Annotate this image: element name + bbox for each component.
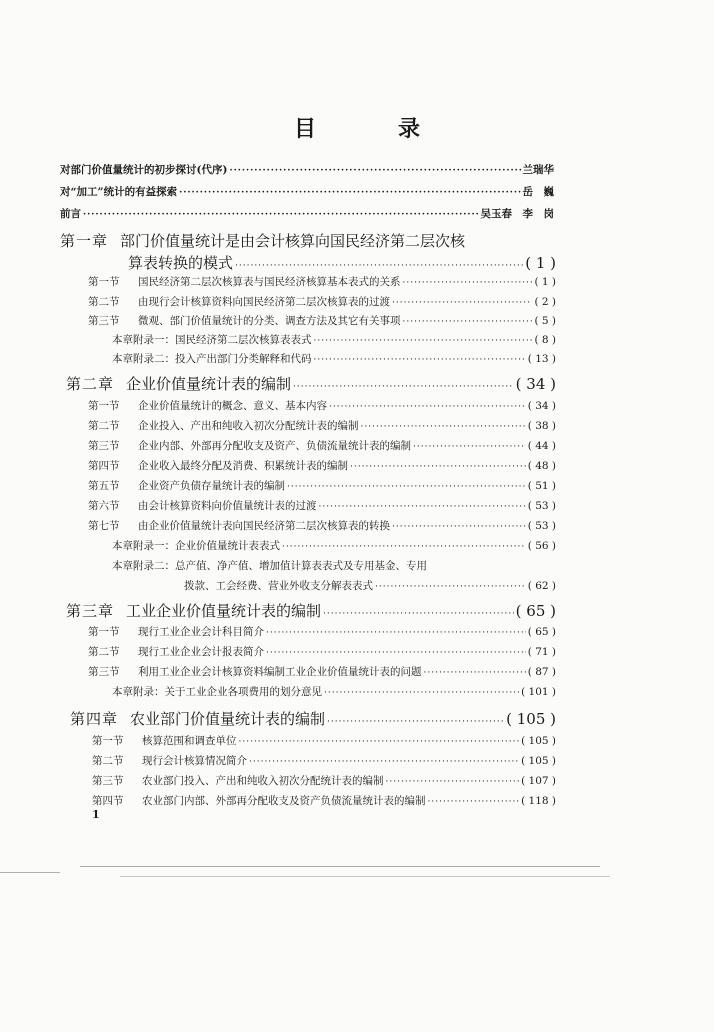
scan-line: [80, 866, 600, 867]
toc-section: 第六节 由会计核算资料向价值量统计表的过渡 ····· ( 53 ): [88, 498, 556, 513]
toc-section: 第一节 企业价值量统计的概念、意义、基本内容 ····· ( 34 ): [88, 398, 556, 413]
toc-section: 第一节 核算范围和调查单位 ····· ( 105 ): [92, 733, 556, 748]
toc-appendix: 本章附录：关于工业企业各项费用的划分意见 ····· ( 101 ): [112, 684, 556, 699]
scan-line: [120, 876, 610, 877]
chapter-heading: [60, 230, 550, 251]
toc-section: 第四节 企业收入最终分配及消费、积累统计表的编制 ····· ( 48 ): [88, 458, 556, 473]
entry-author: 吴玉春 李 岗: [480, 208, 554, 220]
chapter-page: ( 1 ): [525, 254, 556, 272]
toc-section: 第二节 现行会计核算情况简介 ····· ( 105 ): [92, 753, 556, 768]
chapter-number: 第二章: [66, 375, 115, 393]
toc-section: 第五节 企业资产负债存量统计表的编制 ····· ( 51 ): [88, 478, 556, 493]
toc-section: 第四节 农业部门内部、外部再分配收支及资产负债流量统计表的编制 ····· ( 118 ): [92, 793, 556, 808]
front-matter-entry: [60, 162, 554, 177]
front-matter-entry: [60, 184, 554, 199]
entry-text: 对“加工”统计的有益探索: [60, 186, 178, 198]
chapter-title: 工业企业价值量统计表的编制: [126, 602, 322, 620]
entry-author: 兰瑞华: [522, 164, 554, 176]
chapter-number: 第一章: [60, 232, 109, 250]
toc-section: 第二节 由现行会计核算资料向国民经济第二层次核算表的过渡 ····· ( 2 ): [88, 294, 556, 309]
entry-author: 岳 巍: [522, 186, 554, 198]
chapter-heading: [66, 373, 556, 394]
toc-section: 第一节 国民经济第二层次核算表与国民经济核算基本表式的关系 ····· ( 1 ): [88, 274, 556, 289]
chapter-title: 企业价值量统计表的编制: [126, 375, 292, 393]
chapter-page: ( 34 ): [515, 375, 556, 393]
chapter-page: ( 65 ): [515, 602, 556, 620]
entry-text: 对部门价值量统计的初步探讨(代序): [60, 164, 228, 176]
chapter-heading-cont: [128, 252, 556, 273]
scan-line: [0, 872, 60, 873]
toc-appendix-line2: 拨款、工会经费、营业外收支分解表表式 ····· ( 62 ): [184, 578, 556, 593]
toc-appendix-line1: 本章附录二：总产值、净产值、增加值计算表表式及专用基金、专用: [112, 560, 427, 572]
chapter-title: 算表转换的模式: [128, 254, 234, 272]
toc-appendix: 本章附录一：国民经济第二层次核算表表式 ····· ( 8 ): [112, 332, 556, 347]
chapter-number: 第三章: [66, 602, 115, 620]
toc-title: 目 录: [293, 116, 450, 142]
chapter-heading: [70, 708, 556, 729]
page-number: 1: [92, 808, 100, 821]
toc-section: 第一节 现行工业企业会计科目简介 ····· ( 65 ): [88, 624, 556, 639]
toc-appendix: 本章附录一：企业价值量统计表表式 ····· ( 56 ): [112, 538, 556, 553]
toc-section: 第三节 微观、部门价值量统计的分类、调查方法及其它有关事项 ····· ( 5 ): [88, 313, 556, 328]
entry-text: 前言: [60, 208, 81, 220]
chapter-heading: [66, 600, 556, 621]
toc-section: 第二节 现行工业企业会计报表简介 ····· ( 71 ): [88, 644, 556, 659]
chapter-title: 农业部门价值量统计表的编制: [130, 710, 326, 728]
front-matter-entry: [60, 206, 554, 221]
chapter-title: 部门价值量统计是由会计核算向国民经济第二层次核: [120, 232, 466, 250]
toc-section: 第三节 企业内部、外部再分配收支及资产、负债流量统计表的编制 ····· ( 44 ): [88, 438, 556, 453]
toc-section: 第七节 由企业价值量统计表向国民经济第二层次核算表的转换 ····· ( 53 ): [88, 518, 556, 533]
toc-section: 第三节 农业部门投入、产出和纯收入初次分配统计表的编制 ····· ( 107 ): [92, 773, 556, 788]
chapter-number: 第四章: [70, 710, 119, 728]
chapter-page: ( 105 ): [506, 710, 556, 728]
toc-section: 第二节 企业投入、产出和纯收入初次分配统计表的编制 ····· ( 38 ): [88, 418, 556, 433]
toc-appendix: 本章附录二：投入产出部门分类解释和代码 ····· ( 13 ): [112, 351, 556, 366]
toc-section: 第三节 利用工业企业会计核算资料编制工业企业价值量统计表的问题 ····· ( 87 ): [88, 664, 556, 679]
